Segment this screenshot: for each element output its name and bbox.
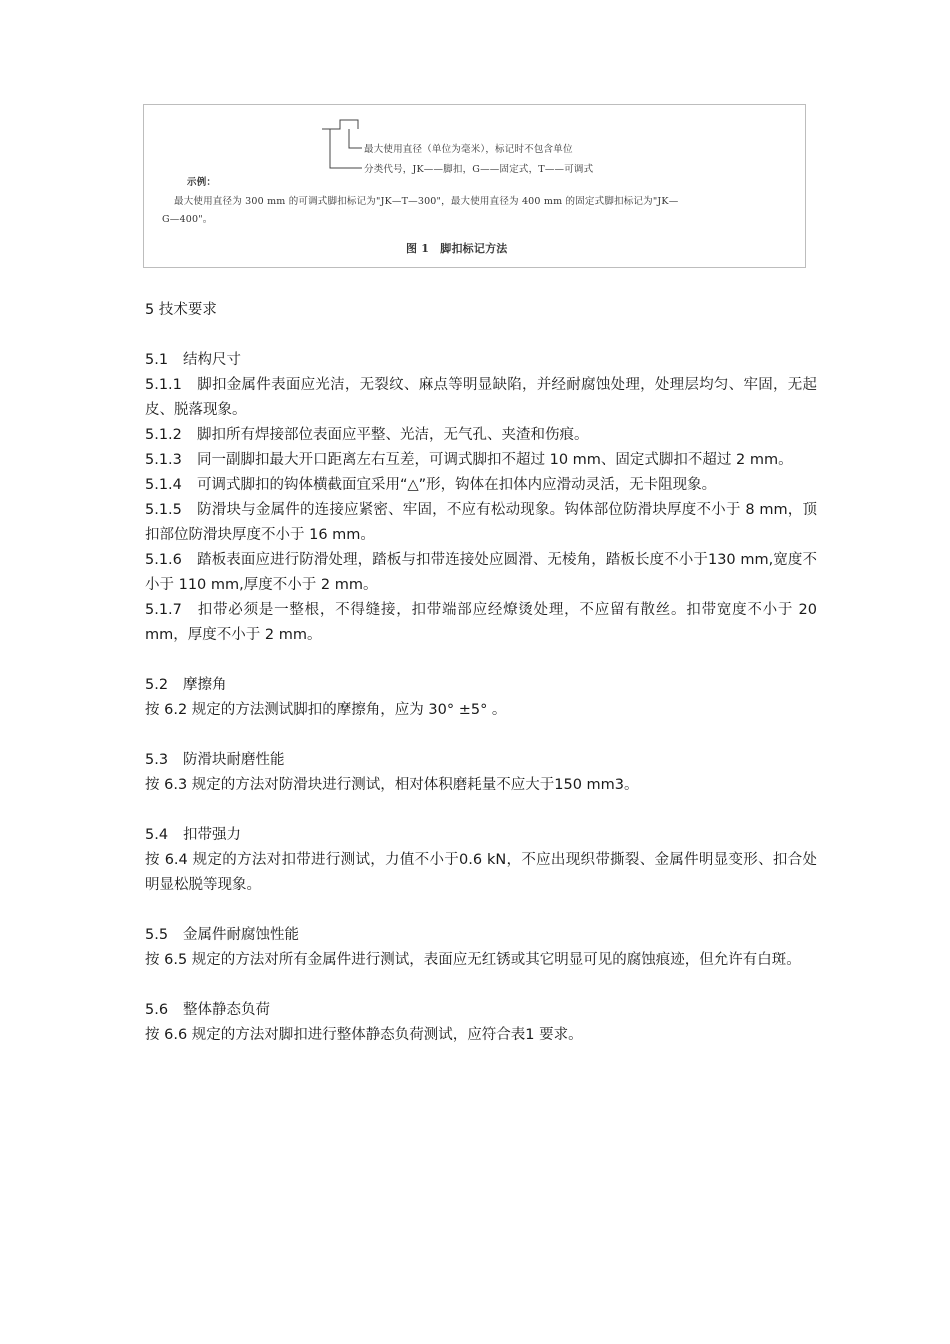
clause-text: 踏板表面应进行防滑处理，踏板与扣带连接处应圆滑、无棱角，踏板长度不小于130 mm,宽度不小于 110 mm,厚度不小于 2 mm。 — [145, 552, 817, 593]
figure-1 — [143, 104, 806, 268]
clause-text: 脚扣所有焊接部位表面应平整、光洁，无气孔、夹渣和伤痕。 — [197, 427, 589, 443]
clause-5-1-2 — [145, 423, 817, 448]
section-number: 5.3 — [145, 752, 169, 768]
section-5-6-text: 按 6.6 规定的方法对脚扣进行整体静态负荷测试，应符合表1 要求。 — [145, 1027, 583, 1043]
clause-text: 防滑块与金属件的连接应紧密、牢固，不应有松动现象。钩体部位防滑块厚度不小于 8 mm，顶扣部位防滑块厚度不小于 16 mm。 — [145, 502, 817, 543]
clause-5-1-4 — [145, 473, 817, 498]
clause-number: 5.1.3 — [145, 452, 182, 468]
section-title: 防滑块耐磨性能 — [183, 752, 285, 768]
clause-number: 5.1.4 — [145, 477, 182, 493]
example-line-1: 最大使用直径为 300 mm 的可调式脚扣标记为"JK—T—300"，最大使用直径为 400 mm 的固定式脚扣标记为"JK— — [174, 196, 679, 207]
section-title: 整体静态负荷 — [183, 1002, 270, 1018]
clause-text: 脚扣金属件表面应光洁，无裂纹、麻点等明显缺陷，并经耐腐蚀处理，处理层均匀、牢固，无起皮、脱落现象。 — [145, 377, 817, 418]
clause-5-1-3 — [145, 448, 817, 473]
clause-number: 5.1.6 — [145, 552, 182, 568]
section-5-1-heading — [145, 348, 817, 373]
figure-caption: 图 1 脚扣标记方法 — [406, 242, 508, 255]
section-5-5-heading — [145, 923, 817, 948]
clause-text: 同一副脚扣最大开口距离左右互差，可调式脚扣不超过 10 mm、固定式脚扣不超过 2 mm。 — [197, 452, 793, 468]
section-5-title: 5 技术要求 — [145, 302, 217, 318]
section-number: 5.2 — [145, 677, 169, 693]
section-5-3-heading — [145, 748, 817, 773]
clause-number: 5.1.1 — [145, 377, 182, 393]
section-5-2-text: 按 6.2 规定的方法测试脚扣的摩擦角，应为 30° ±5° 。 — [145, 702, 507, 718]
section-title: 扣带强力 — [183, 827, 241, 843]
clause-text: 可调式脚扣的钩体横截面宜采用“△”形，钩体在扣体内应滑动灵活，无卡阻现象。 — [197, 477, 717, 493]
clause-number: 5.1.7 — [145, 602, 182, 618]
clause-text: 扣带必须是一整根，不得缝接，扣带端部应经燎烫处理，不应留有散丝。扣带宽度不小于 20 mm，厚度不小于 2 mm。 — [145, 602, 817, 643]
example-line-2: G—400"。 — [162, 214, 213, 225]
clause-5-1-1 — [145, 373, 817, 423]
section-title: 摩擦角 — [183, 677, 227, 693]
section-5-4-text: 按 6.4 规定的方法对扣带进行测试，力值不小于0.6 kN，不应出现织带撕裂、金属件明显变形、扣合处明显松脱等现象。 — [145, 852, 817, 893]
section-number: 5.6 — [145, 1002, 169, 1018]
section-5-3-text: 按 6.3 规定的方法对防滑块进行测试，相对体积磨耗量不应大于150 mm3。 — [145, 777, 639, 793]
section-number: 5.4 — [145, 827, 169, 843]
clause-5-1-6 — [145, 548, 817, 598]
section-5-2-heading — [145, 673, 817, 698]
clause-number: 5.1.2 — [145, 427, 182, 443]
document-body — [145, 298, 817, 1048]
clause-number: 5.1.5 — [145, 502, 182, 518]
section-number: 5.1 — [145, 352, 169, 368]
section-5-5-text: 按 6.5 规定的方法对所有金属件进行测试，表面应无红锈或其它明显可见的腐蚀痕迹，但允许有白斑。 — [145, 952, 801, 968]
annotation-category: 分类代号，JK——脚扣，G——固定式，T——可调式 — [364, 164, 594, 175]
example-label: 示例： — [187, 177, 217, 188]
section-number: 5.5 — [145, 927, 169, 943]
annotation-diameter: 最大使用直径（单位为毫米），标记时不包含单位 — [364, 144, 573, 155]
clause-5-1-7 — [145, 598, 817, 648]
section-5-6-heading — [145, 998, 817, 1023]
clause-5-1-5 — [145, 498, 817, 548]
section-title: 结构尺寸 — [183, 352, 241, 368]
section-5-4-heading — [145, 823, 817, 848]
section-title: 金属件耐腐蚀性能 — [183, 927, 299, 943]
